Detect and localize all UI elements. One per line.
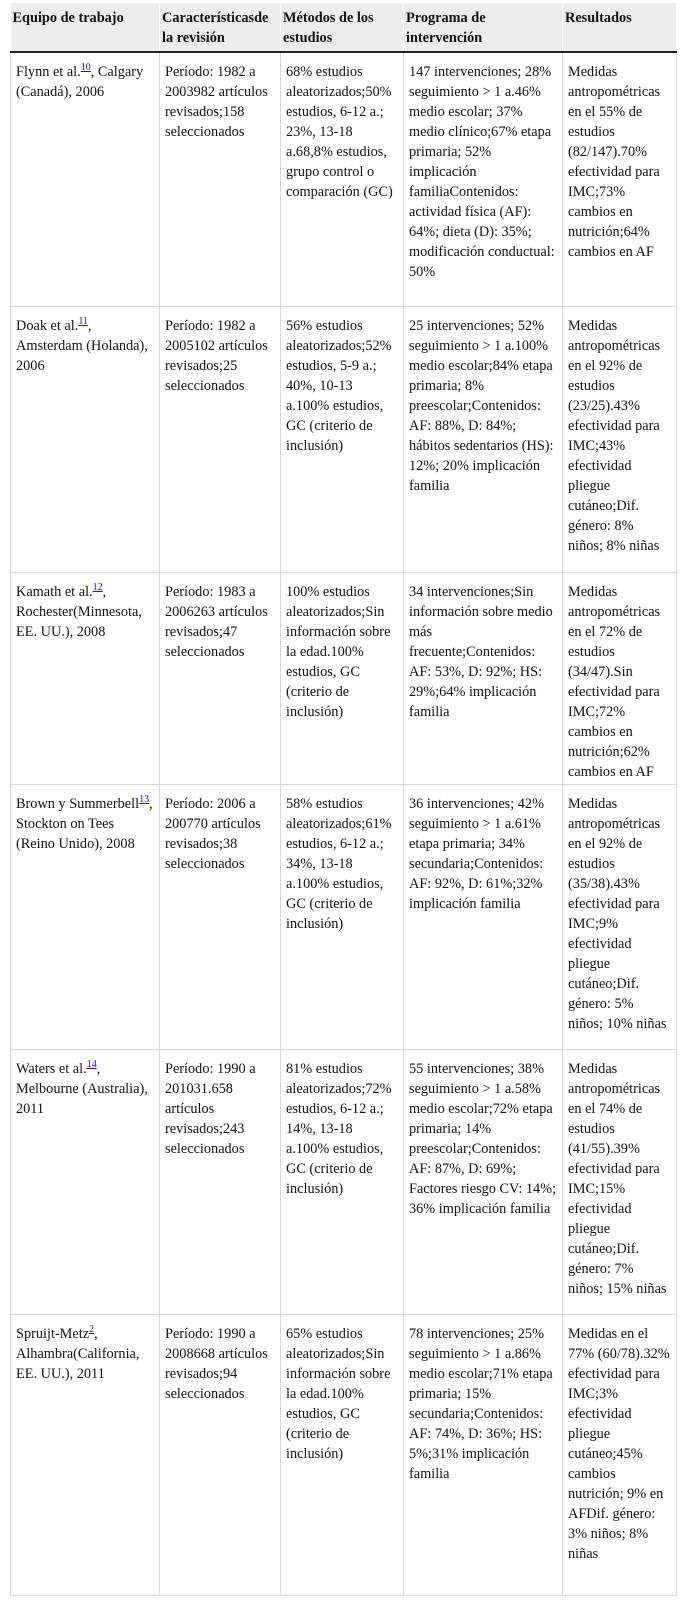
cell-metodos: 65% estudios aleatorizados;Sin información sobre la edad.100% estudios, GC (criterio de inclusión)	[281, 1315, 404, 1596]
table-row	[11, 573, 677, 785]
cell-equipo	[11, 1315, 160, 1596]
table-row	[11, 1315, 677, 1596]
cell-caracteristicas: Período: 1990 a 2008668 artículos revisados;94 seleccionados	[160, 1315, 281, 1596]
review-table	[10, 3, 677, 1596]
cell-metodos: 100% estudios aleatorizados;Sin información sobre la edad.100% estudios, GC (criterio de inclusión)	[281, 573, 404, 785]
cell-metodos: 68% estudios aleatorizados;50% estudios, 6-12 a.; 23%, 13-18 a.68,8% estudios, grupo control o comparación (GC)	[281, 52, 404, 307]
reference-link[interactable]: 10	[80, 62, 91, 73]
cell-caracteristicas: Período: 2006 a 200770 artículos revisados;38 seleccionados	[160, 785, 281, 1050]
cell-equipo	[11, 1050, 160, 1315]
author-name: Spruijt-Metz	[16, 1326, 90, 1342]
cell-programa: 34 intervenciones;Sin información sobre medio más frecuente;Contenidos: AF: 53%, D: 92%; HS: 29%;64% implicación familia	[404, 573, 563, 785]
cell-resultados: Medidas antropométricas en el 55% de estudios (82/147).70% efectividad para IMC;73% cambios en nutrición;64% cambios en AF	[563, 52, 677, 307]
cell-resultados: Medidas antropométricas en el 74% de estudios (41/55).39% efectividad para IMC;15% efectividad pliegue cutáneo;Dif. género: 7% niños; 15% niñas	[563, 1050, 677, 1315]
cell-programa: 78 intervenciones; 25% seguimiento > 1 a.86% medio escolar;71% etapa primaria; 15% secundaria;Contenidos: AF: 74%, D: 36%; HS: 5%;31% implicación familia	[404, 1315, 563, 1596]
cell-programa: 25 intervenciones; 52% seguimiento > 1 a.100% medio escolar;84% etapa primaria; 8% preescolar;Contenidos: AF: 88%, D: 84%; hábitos sedentarios (HS): 12%; 20% implicación familia	[404, 307, 563, 573]
reference-link[interactable]: 14	[86, 1059, 97, 1070]
reference-link[interactable]: 13	[139, 794, 150, 805]
cell-metodos: 56% estudios aleatorizados;52% estudios, 5-9 a.; 40%, 10-13 a.100% estudios, GC (criterio de inclusión)	[281, 307, 404, 573]
author-name: Flynn et al.	[16, 64, 81, 80]
table-row	[11, 307, 677, 573]
cell-equipo	[11, 307, 160, 573]
cell-caracteristicas: Período: 1982 a 2005102 artículos revisados;25 seleccionados	[160, 307, 281, 573]
table-row	[11, 1050, 677, 1315]
author-name: Kamath et al.	[16, 584, 93, 600]
author-name: Doak et al.	[16, 318, 79, 334]
header-metodos: Métodos de los estudios	[281, 3, 404, 52]
author-place: , Stockton on Tees (Reino Unido), 2008	[16, 796, 153, 852]
reference-link[interactable]: 12	[92, 582, 103, 593]
cell-programa: 147 intervenciones; 28% seguimiento > 1 a.46% medio escolar; 37% medio clínico;67% etapa primaria; 52% implicación familiaContenidos: actividad física (AF): 64%; dieta (D): 35%; modificación conductual: 50%	[404, 52, 563, 307]
author-place: , Amsterdam (Holanda), 2006	[16, 318, 148, 374]
cell-resultados: Medidas en el 77% (60/78).32% efectividad para IMC;3% efectividad pliegue cutáneo;45% cambios nutrición; 9% en AFDif. género: 3% niños; 8% niñas	[563, 1315, 677, 1596]
table-row	[11, 52, 677, 307]
cell-metodos: 58% estudios aleatorizados;61% estudios, 6-12 a.; 34%, 13-18 a.100% estudios, GC (criterio de inclusión)	[281, 785, 404, 1050]
cell-resultados: Medidas antropométricas en el 92% de estudios (23/25).43% efectividad para IMC;43% efectividad pliegue cutáneo;Dif. género: 8% niños; 8% niñas	[563, 307, 677, 573]
header-row	[11, 3, 677, 52]
author-place: , Rochester(Minnesota, EE. UU.), 2008	[16, 584, 142, 640]
author-name: Waters et al.	[16, 1061, 87, 1077]
author-place: , Alhambra(California, EE. UU.), 2011	[16, 1326, 140, 1382]
author-place: , Melbourne (Australia), 2011	[16, 1061, 148, 1117]
cell-resultados: Medidas antropométricas en el 72% de estudios (34/47).Sin efectividad para IMC;72% cambios en nutrición;62% cambios en AF	[563, 573, 677, 785]
cell-resultados: Medidas antropométricas en el 92% de estudios (35/38).43% efectividad para IMC;9% efectividad pliegue cutáneo;Dif. género: 5% niños; 10% niñas	[563, 785, 677, 1050]
cell-programa: 55 intervenciones; 38% seguimiento > 1 a.58% medio escolar;72% etapa primaria; 14% preescolar;Contenidos: AF: 87%, D: 69%; Factores riesgo CV: 14%; 36% implicación familia	[404, 1050, 563, 1315]
cell-caracteristicas: Período: 1983 a 2006263 artículos revisados;47 seleccionados	[160, 573, 281, 785]
table-row	[11, 785, 677, 1050]
cell-equipo	[11, 785, 160, 1050]
cell-metodos: 81% estudios aleatorizados;72% estudios, 6-12 a.; 14%, 13-18 a.100% estudios, GC (criterio de inclusión)	[281, 1050, 404, 1315]
header-equipo: Equipo de trabajo	[11, 3, 160, 52]
header-caracteristicas: Característicasde la revisión	[160, 3, 281, 52]
cell-equipo	[11, 573, 160, 785]
cell-equipo	[11, 52, 160, 307]
cell-caracteristicas: Período: 1982 a 2003982 artículos revisados;158 seleccionados	[160, 52, 281, 307]
reference-link[interactable]: 2	[89, 1324, 95, 1335]
reference-link[interactable]: 11	[78, 316, 88, 327]
author-place: , Calgary (Canadá), 2006	[16, 64, 144, 100]
author-name: Brown y Summerbell	[16, 796, 140, 812]
header-programa: Programa de intervención	[404, 3, 563, 52]
header-resultados: Resultados	[563, 3, 677, 52]
cell-caracteristicas: Período: 1990 a 201031.658 artículos revisados;243 seleccionados	[160, 1050, 281, 1315]
cell-programa: 36 intervenciones; 42% seguimiento > 1 a.61% etapa primaria; 34% secundaria;Contenidos: AF: 92%, D: 61%;32% implicación familia	[404, 785, 563, 1050]
